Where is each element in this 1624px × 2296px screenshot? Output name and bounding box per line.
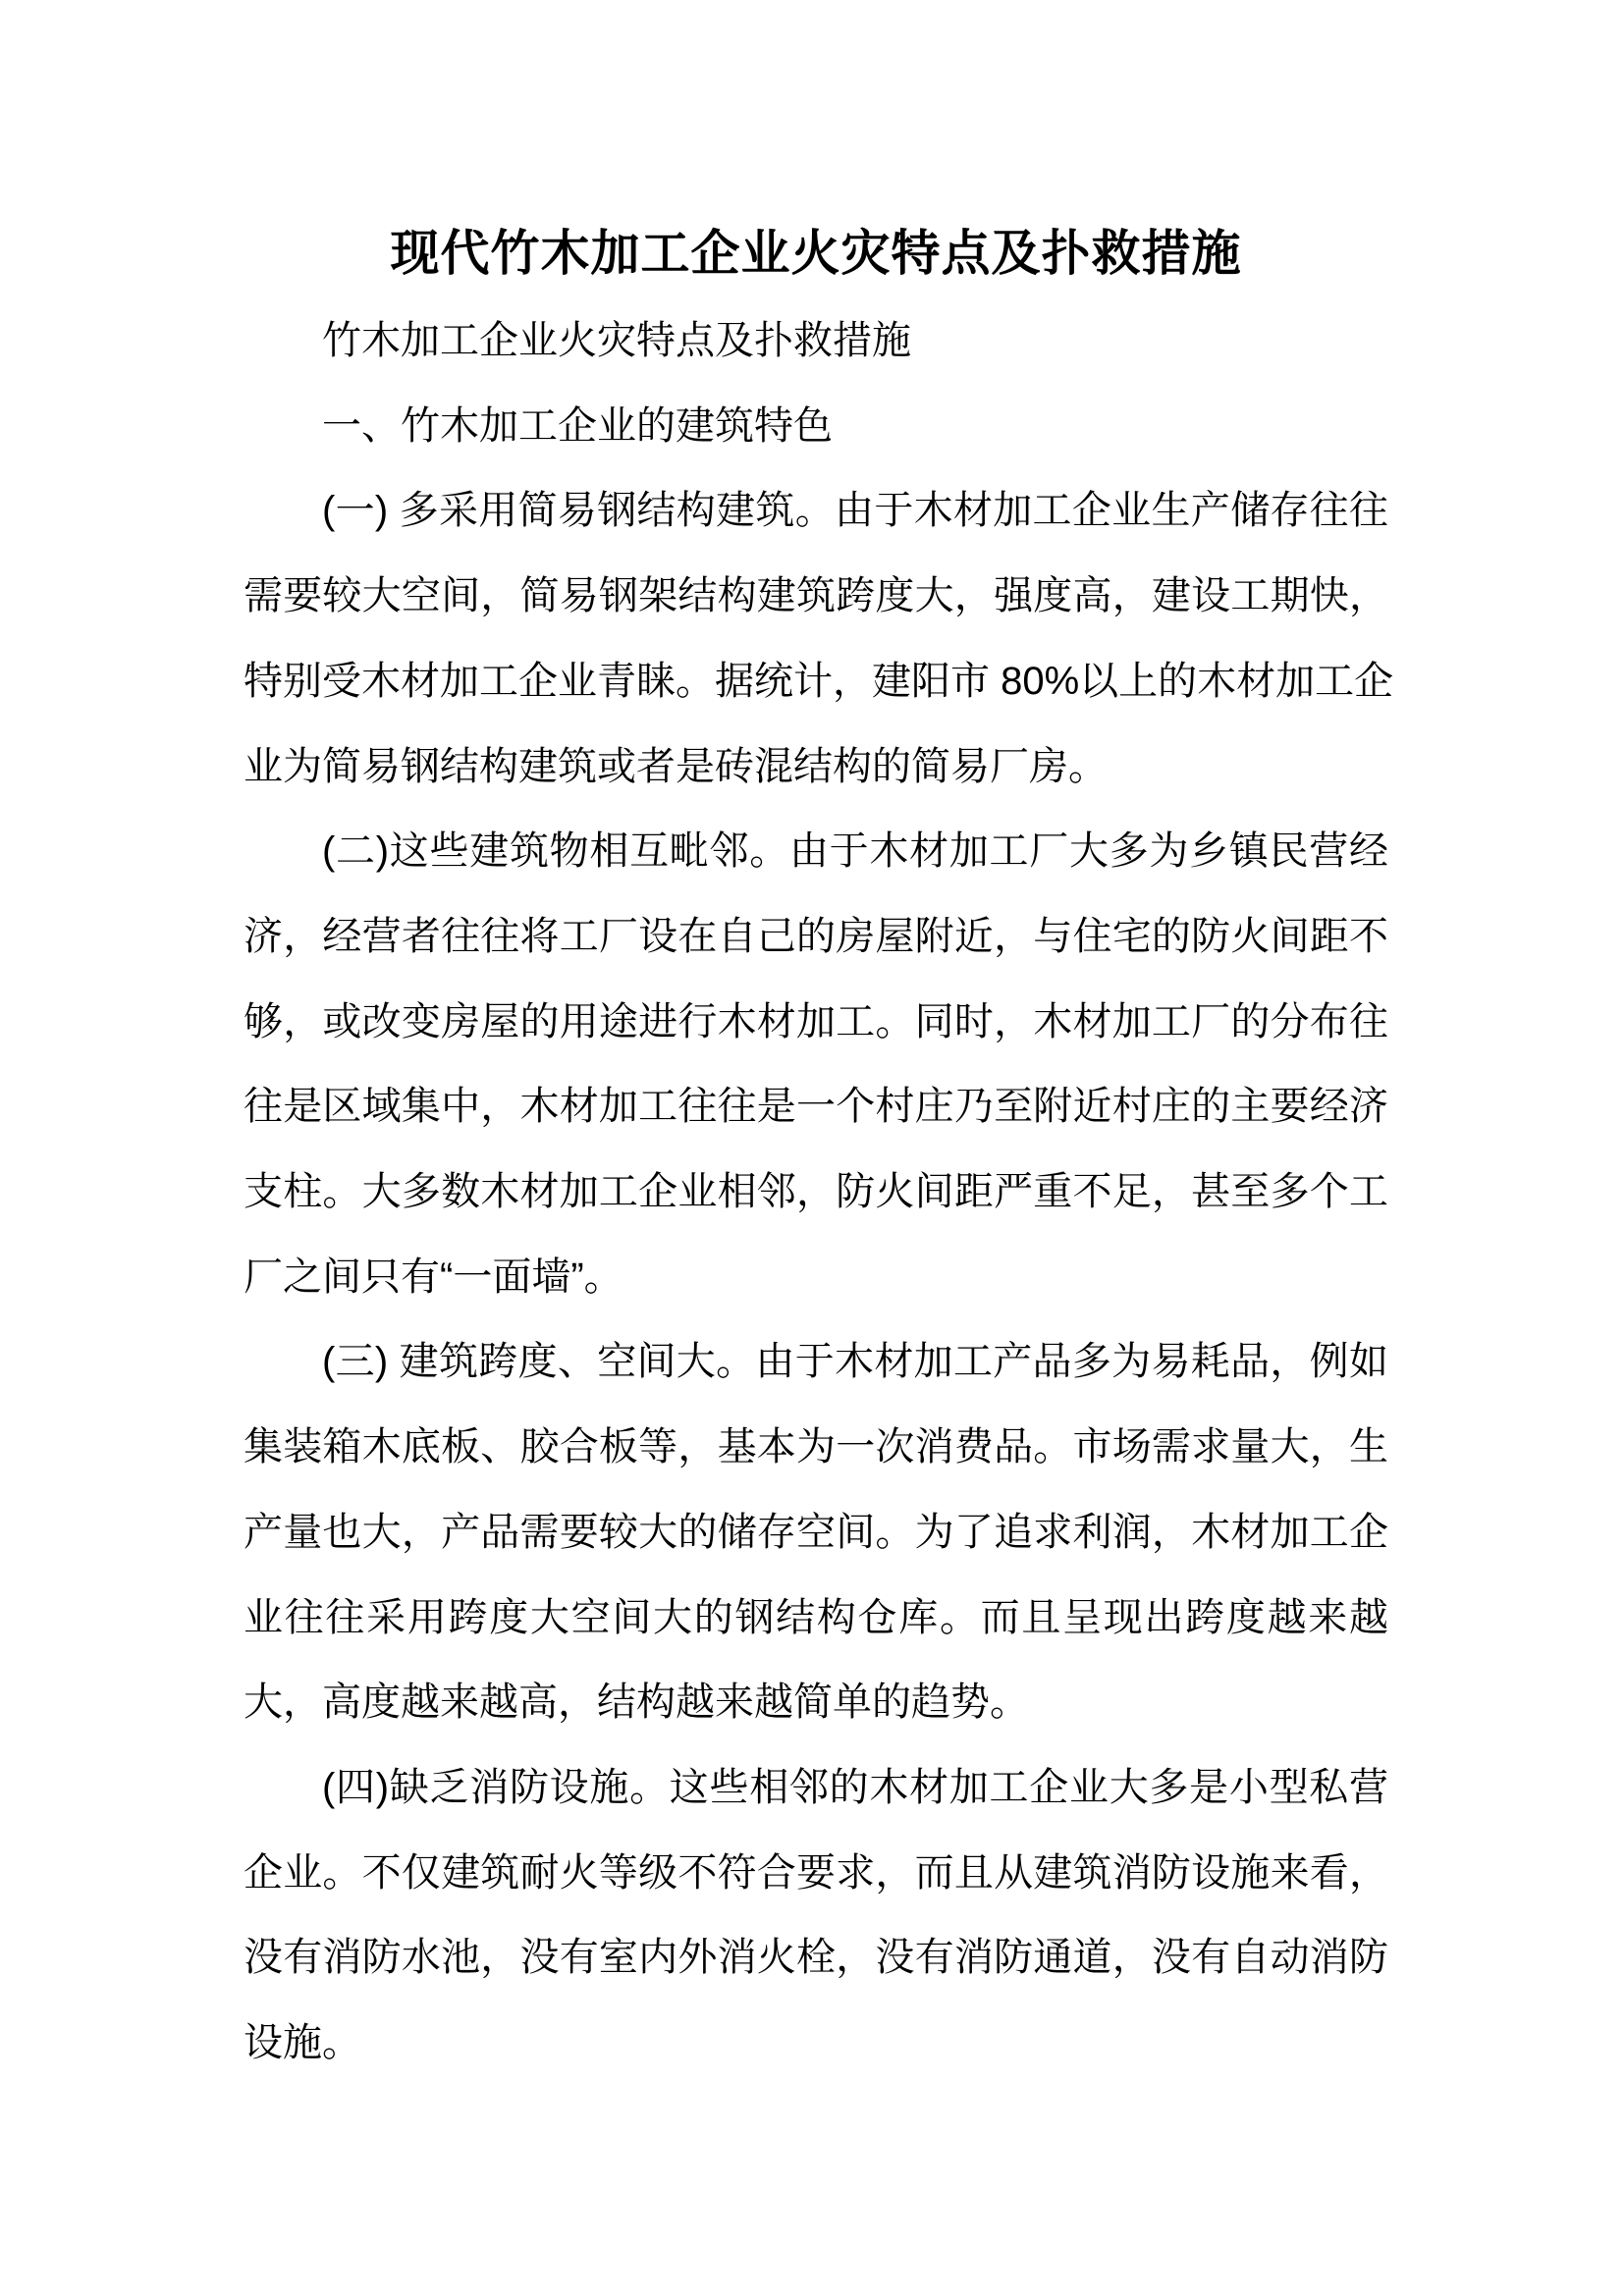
text-line: 产量也大，产品需要较大的储存空间。为了追求利润，木材加工企 xyxy=(244,1510,1388,1554)
paragraph-point-4 xyxy=(244,1745,1388,2086)
text-line: 集装箱木底板、胶合板等，基本为一次消费品。市场需求量大，生 xyxy=(244,1425,1388,1469)
text-line: 支柱。大多数木材加工企业相邻，防火间距严重不足，甚至多个工 xyxy=(244,1170,1388,1214)
text-line: (一) 多采用简易钢结构建筑。由于木材加工企业生产储存往往 xyxy=(322,489,1388,533)
text-line: 企业。不仅建筑耐火等级不符合要求，而且从建筑消防设施来看， xyxy=(244,1850,1388,1895)
paragraph-section-heading-1 xyxy=(244,384,1388,469)
document-text-block xyxy=(244,217,1394,2086)
text-line: 业为简易钢结构建筑或者是砖混结构的简易厂房。 xyxy=(244,744,1108,788)
text-line: 够，或改变房屋的用途进行木材加工。同时，木材加工厂的分布往 xyxy=(244,999,1388,1043)
text-line: 特别受木材加工企业青睐。据统计，建阳市 80%以上的木材加工企 xyxy=(244,659,1394,703)
text-line: 设施。 xyxy=(244,2021,361,2065)
text-line: (二)这些建筑物相互毗邻。由于木材加工厂大多为乡镇民营经 xyxy=(322,829,1388,874)
text-line: 济，经营者往往将工厂设在自己的房屋附近，与住宅的防火间距不 xyxy=(244,914,1388,958)
text-line: 业往往采用跨度大空间大的钢结构仓库。而且呈现出跨度越来越 xyxy=(244,1595,1388,1639)
text-line: 竹木加工企业火灾特点及扑救措施 xyxy=(322,319,911,362)
text-line: 一、竹木加工企业的建筑特色 xyxy=(322,403,833,448)
text-line: 需要较大空间，简易钢架结构建筑跨度大，强度高，建设工期快， xyxy=(244,574,1388,618)
text-line: 大，高度越来越高，结构越来越简单的趋势。 xyxy=(244,1681,1029,1725)
document-body xyxy=(244,298,1394,2086)
text-line: 没有消防水池，没有室内外消火栓，没有消防通道，没有自动消防 xyxy=(244,1936,1388,1980)
paragraph-point-2 xyxy=(244,809,1388,1319)
document-title: 现代竹木加工企业火灾特点及扑救措施 xyxy=(390,226,1242,281)
text-line: 往是区域集中，木材加工往往是一个村庄乃至附近村庄的主要经济 xyxy=(244,1085,1388,1129)
text-line: (四)缺乏消防设施。这些相邻的木材加工企业大多是小型私营 xyxy=(322,1765,1388,1809)
text-line: 厂之间只有“一面墙”。 xyxy=(244,1255,623,1299)
paragraph-subtitle xyxy=(244,298,1388,384)
text-line: (三) 建筑跨度、空间大。由于木材加工产品多为易耗品，例如 xyxy=(322,1340,1388,1384)
paragraph-point-3 xyxy=(244,1319,1388,1745)
paragraph-point-1 xyxy=(244,468,1394,809)
